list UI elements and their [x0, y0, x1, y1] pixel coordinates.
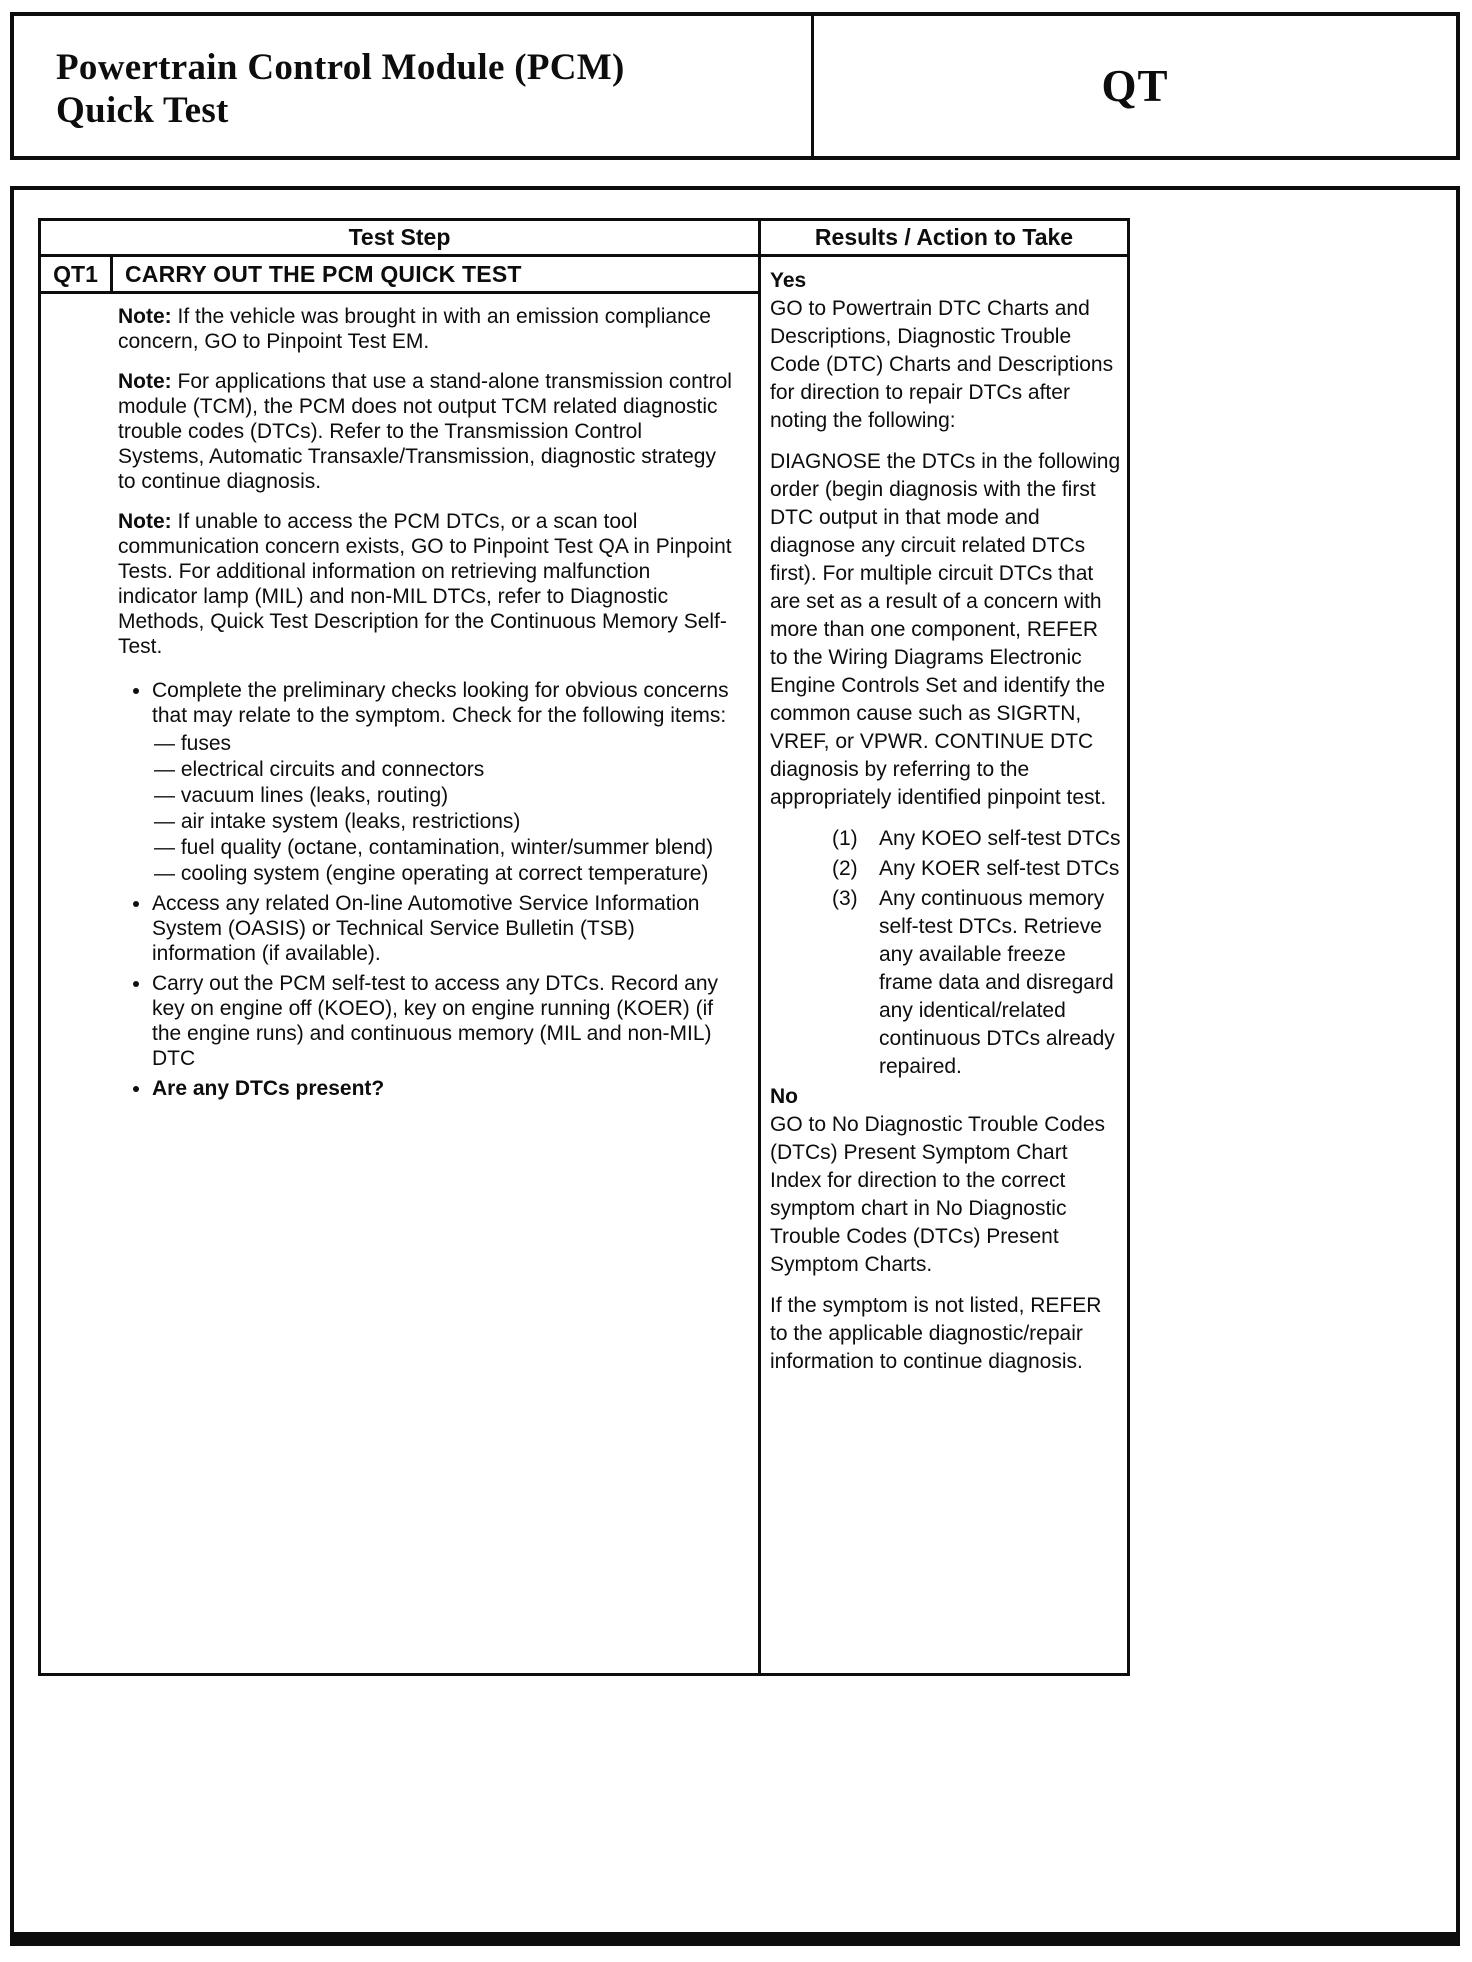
item-number: (1)	[832, 827, 858, 850]
chart-outer-box	[10, 186, 1460, 1946]
bullet-text: Access any related On-line Automotive Service Information System (OASIS) or Technical Service Bulletin (TSB) information (if available).	[152, 892, 700, 965]
answer-no-label: No	[770, 1085, 798, 1108]
yes-paragraph: DIAGNOSE the DTCs in the following order (begin diagnosis with the first DTC output in that mode and diagnose any circuit related DTCs first). For multiple circuit DTCs that are set as a result of a concern with more than one component, REFER to the Wiring Diagrams Electronic Engine Controls Set and identify the common cause such as SIGRTN, VREF, or VPWR. CONTINUE DTC diagnosis by referring to the appropriately identified pinpoint test.	[770, 450, 1121, 809]
dtc-order-list	[770, 825, 1121, 1081]
no-paragraph: If the symptom is not listed, REFER to the applicable diagnostic/repair information to continue diagnosis.	[770, 1294, 1102, 1373]
page-title	[56, 46, 791, 132]
bullet-text: Carry out the PCM self-test to access any DTCs. Record any key on engine off (KOEO), key on engine running (KOER) (if the engine runs) and continuous memory (MIL and non-MIL) DTC	[152, 972, 719, 1070]
check-item: — air intake system (leaks, restrictions)	[154, 810, 521, 833]
page-title-line-1: Powertrain Control Module (PCM)	[56, 47, 625, 88]
column-header-test-step: Test Step	[41, 221, 758, 257]
check-item: — cooling system (engine operating at correct temperature)	[154, 862, 709, 885]
numbered-item	[770, 885, 1121, 1081]
step-header-row	[41, 257, 758, 294]
item-text: Any KOER self-test DTCs	[879, 857, 1120, 880]
note-paragraph	[118, 369, 734, 494]
item-number: (3)	[832, 887, 858, 910]
preliminary-check-list	[154, 731, 734, 886]
item-text: Any continuous memory self-test DTCs. Retrieve any available freeze frame data and disregard any identical/related continuous DTCs already repaired.	[879, 887, 1115, 1078]
note-text: If the vehicle was brought in with an emission compliance concern, GO to Pinpoint Test EM.	[118, 305, 711, 353]
note-paragraph	[118, 304, 734, 354]
test-step-body	[41, 294, 758, 1126]
check-item: — fuel quality (octane, contamination, winter/summer blend)	[154, 836, 714, 859]
note-text: If unable to access the PCM DTCs, or a scan tool communication concern exists, GO to Pinpoint Test QA in Pinpoint Tests. For additional information on retrieving malfunction indicator lamp (MIL) and non-MIL DTCs, refer to Diagnostic Methods, Quick Test Description for the Continuous Memory Self-Test.	[118, 510, 732, 658]
results-column	[761, 221, 1127, 1673]
note-label: Note:	[118, 370, 172, 393]
page-title-line-2: Quick Test	[56, 90, 229, 131]
test-step-column	[41, 221, 761, 1673]
check-item: — vacuum lines (leaks, routing)	[154, 784, 449, 807]
numbered-item	[770, 855, 1121, 883]
note-paragraph	[118, 509, 734, 659]
no-paragraph: GO to No Diagnostic Trouble Codes (DTCs) Present Symptom Chart Index for direction to the correct symptom chart in No Diagnostic Trouble Codes (DTCs) Present Symptom Charts.	[770, 1113, 1105, 1276]
document-code: QT	[1101, 61, 1169, 111]
item-number: (2)	[832, 857, 858, 880]
check-item: — fuses	[154, 732, 232, 755]
item-text: Any KOEO self-test DTCs	[879, 827, 1121, 850]
note-label: Note:	[118, 510, 172, 533]
yes-paragraph: GO to Powertrain DTC Charts and Descriptions, Diagnostic Trouble Code (DTC) Charts and Descriptions for direction to repair DTCs after noting the following:	[770, 297, 1114, 432]
note-text: For applications that use a stand-alone transmission control module (TCM), the PCM does not output TCM related diagnostic trouble codes (DTCs). Refer to the Transmission Control Systems, Automatic Transaxle/Transmission, diagnostic strategy to continue diagnosis.	[118, 370, 732, 493]
test-step-bullet-list	[118, 678, 734, 1101]
note-label: Note:	[118, 305, 172, 328]
numbered-item	[770, 825, 1121, 853]
column-header-results: Results / Action to Take	[761, 221, 1127, 257]
diagnostic-test-chart	[38, 218, 1130, 1676]
document-header	[10, 12, 1460, 160]
document-title-area	[14, 16, 814, 156]
bullet-text: Complete the preliminary checks looking for obvious concerns that may relate to the symptom. Check for the following items:	[152, 679, 729, 727]
results-body	[761, 257, 1127, 1386]
bullet-text: Are any DTCs present?	[152, 1077, 385, 1100]
check-item: — electrical circuits and connectors	[154, 758, 485, 781]
bullet-item	[152, 891, 734, 966]
answer-yes-label: Yes	[770, 269, 807, 292]
bullet-item	[152, 971, 734, 1071]
step-id: QT1	[41, 257, 113, 291]
bullet-item-question	[152, 1076, 734, 1101]
bullet-item	[152, 678, 734, 886]
step-title: CARRY OUT THE PCM QUICK TEST	[125, 260, 522, 287]
